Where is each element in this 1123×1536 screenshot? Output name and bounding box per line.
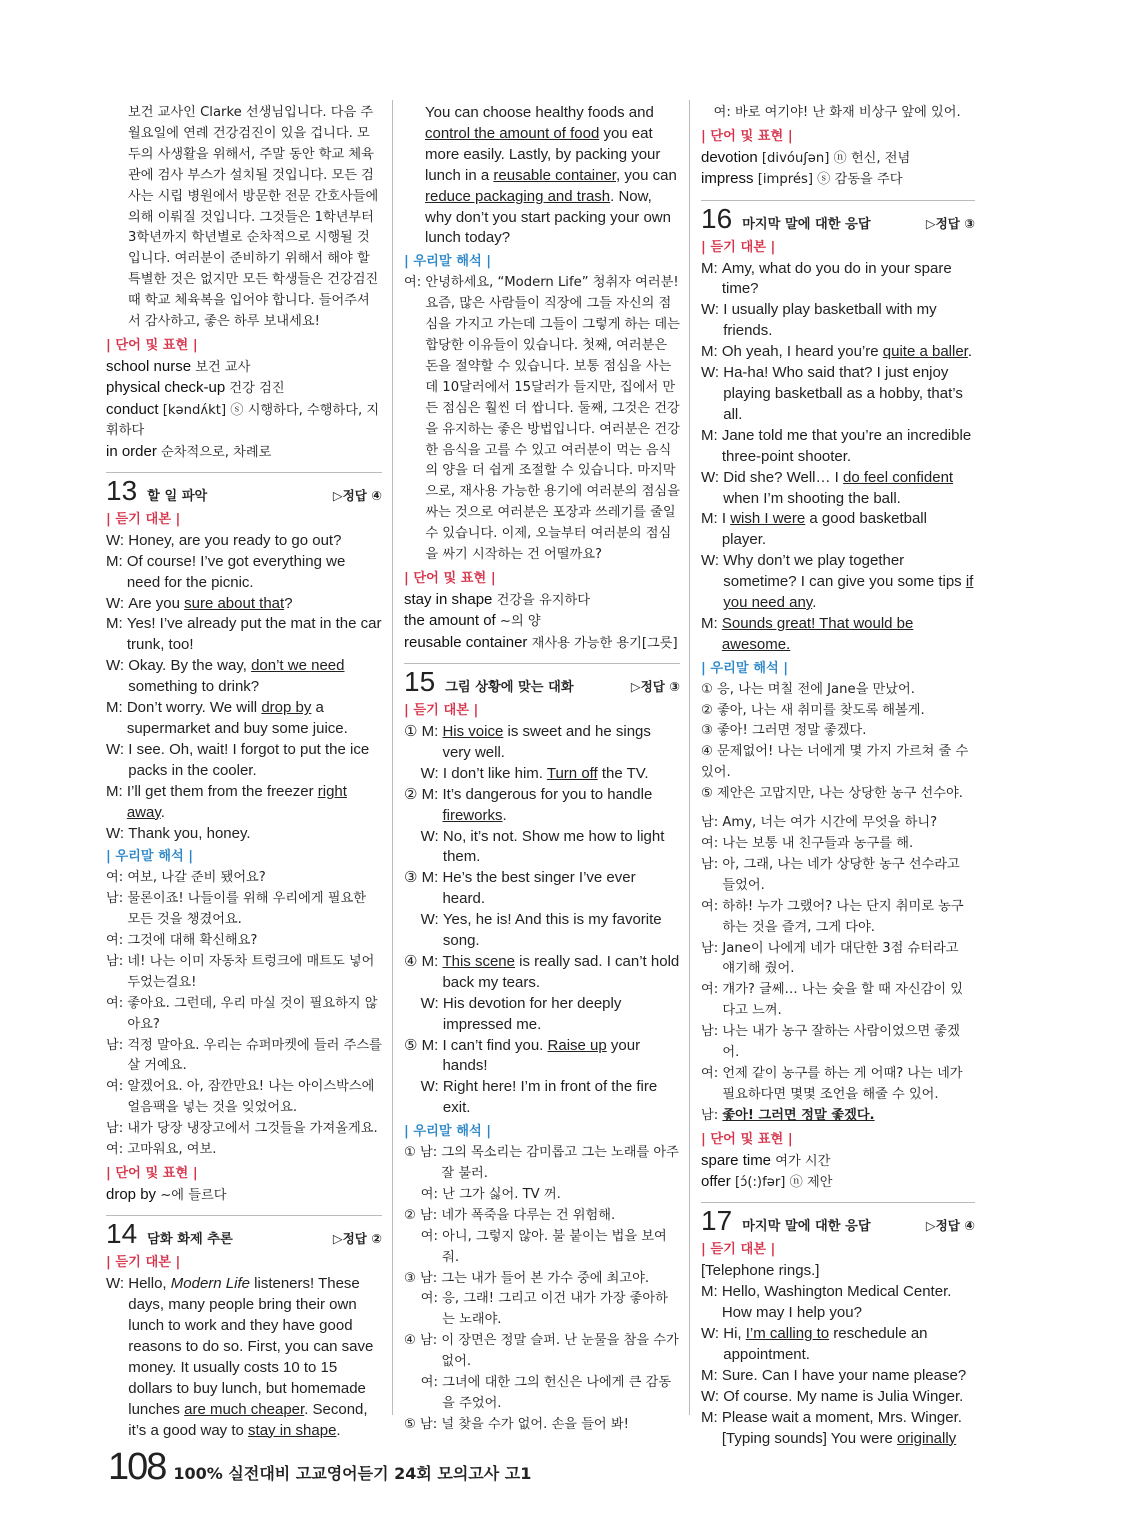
answer-label: ▷정답 ②: [332, 1231, 382, 1247]
translation-line: 여: 그녀에 대한 그의 헌신은 나에게 큰 감동을 주었어.: [404, 1375, 672, 1411]
dialogue-line: W: Why don’t we play together sometime? I can give you some tips if you need any.: [701, 552, 974, 612]
script-label: | 듣기 대본 |: [404, 703, 479, 719]
question-number: 16: [701, 202, 733, 234]
dialogue-line: ④ M: This scene is really sad. I can’t hold back my tears.: [404, 952, 680, 991]
translation-line: 여: 나는 보통 내 친구들과 농구를 해.: [701, 836, 914, 851]
answer-option: ④ 문제없어! 나는 너에게 몇 가지 가르쳐 줄 수 있어.: [701, 744, 969, 781]
vocab-label: | 단어 및 표현 |: [106, 1166, 198, 1181]
dialogue-line: W: Yes, he is! And this is my favorite song.: [404, 911, 662, 950]
question-header-14: [106, 1215, 382, 1250]
answer-label: ▷정답 ③: [630, 679, 680, 695]
script-label: | 듣기 대본 |: [106, 1255, 181, 1271]
dialogue-line: W: I see. Oh, wait! I forgot to put the ice packs in the cooler.: [106, 740, 370, 779]
book-title: 100% 실전대비 고교영어듣기 24회 모의고사 고1: [173, 1464, 532, 1483]
translation-line: 여: 여보, 나갈 준비 됐어요?: [106, 870, 266, 886]
dialogue-line: M: Sounds great! That would be awesome.: [701, 614, 914, 653]
dialogue-line: M: Please wait a moment, Mrs. Winger. [Typing sounds] You were originally: [701, 1408, 962, 1447]
dialogue-line: ① M: His voice is sweet and he sings very well.: [404, 722, 651, 761]
answer-label: ▷정답 ③: [925, 215, 975, 231]
translation-line: ③ 남: 그는 내가 들어 본 가수 중에 최고야.: [404, 1270, 650, 1286]
dialogue-line: W: Right here! I’m in front of the fire exit.: [404, 1078, 658, 1117]
page-number: 108: [108, 1446, 166, 1488]
vocab-label: | 단어 및 표현 |: [701, 1131, 793, 1147]
answer-label: ▷정답 ④: [332, 487, 382, 503]
question-title: 담화 화제 추론: [147, 1232, 233, 1248]
vocab-list: [701, 148, 975, 191]
translation-line: 여: 고마워요, 여보.: [106, 1142, 217, 1158]
translation-line: 여: 좋아요. 그런데, 우리 마실 것이 필요하지 않아요?: [106, 995, 378, 1032]
vocab-item: physical check-up 건강 검진: [106, 379, 285, 397]
dialogue-line: ⑤ M: I can’t find you. Raise up your hands!: [404, 1036, 641, 1075]
vocab-label: | 단어 및 표현 |: [106, 337, 198, 353]
column-2: [404, 103, 680, 1436]
column-divider: [392, 100, 393, 1415]
translation-line: 남: 나는 내가 농구 잘하는 사람이었으면 좋겠어.: [701, 1024, 960, 1061]
dialogue-line: W: No, it’s not. Show me how to light them.: [404, 827, 665, 866]
vocab-item: drop by ~에 들르다: [106, 1185, 227, 1203]
translation-line: 여: 아니, 그렇지 않아. 불 붙이는 법을 보여줘.: [404, 1228, 667, 1265]
answer-options-16: [701, 680, 975, 805]
question-header-15: [404, 663, 680, 698]
translation-line: 여: 언제 같이 농구를 하는 게 어때? 나는 네가 필요하다면 몇몇 조언을 해줄 수 있어.: [701, 1065, 963, 1102]
vocab-item: conduct [kəndʌ́kt] ⓢ 시행하다, 수행하다, 지휘하다: [106, 400, 380, 439]
translation-line: 여: 난 그가 싫어. TV 꺼.: [404, 1186, 561, 1202]
translation-line: ⑤ 남: 널 찾을 수가 없어. 손을 들어 봐!: [404, 1416, 629, 1432]
dialogue-line: M: Yes! I’ve already put the mat in the car trunk, too!: [106, 615, 382, 654]
dialogue-line: M: Amy, what do you do in your spare time?: [701, 259, 952, 298]
translation-line: 남: Amy, 너는 여가 시간에 무엇을 하니?: [701, 815, 938, 831]
translation-line: 여: 알겠어요. 아, 잠깐만요! 나는 아이스박스에 얼음팩을 넣는 것을 잊었어요.: [106, 1079, 375, 1116]
dialogue-16: [701, 259, 975, 656]
vocab-list: [701, 1151, 975, 1194]
dialogue-line: W: Hi, I’m calling to reschedule an appointment.: [701, 1325, 928, 1363]
vocab-item: in order 순차적으로, 차례로: [106, 442, 272, 460]
answer-option: ⑤ 제안은 고맙지만, 나는 상당한 농구 선수야.: [701, 786, 963, 802]
vocab-item: the amount of ~의 양: [404, 612, 541, 630]
dialogue-line: M: I wish I were a good basketball player.: [701, 510, 927, 549]
question-title: 할 일 파악: [147, 488, 208, 504]
dialogue-line: ③ M: He’s the best singer I’ve ever heard.: [404, 869, 636, 908]
translation-line: 남: 좋아! 그러면 정말 좋겠다.: [701, 1107, 875, 1123]
dialogue-15: [404, 722, 680, 1119]
vocab-item: devotion [divóuʃən] ⓝ 헌신, 전념: [701, 148, 911, 166]
question-number: 14: [106, 1218, 138, 1250]
translation-line: 여: 하하! 누가 그랬어? 나는 단지 취미로 농구 하는 것을 즐겨, 그게 다야.: [701, 898, 964, 935]
dialogue-line: ② M: It’s dangerous for you to handle fireworks.: [404, 785, 653, 824]
translation-13: [106, 868, 382, 1161]
column-1: [106, 103, 382, 1441]
question-number: 17: [701, 1205, 733, 1237]
dialogue-line: M: Hello, Washington Medical Center. How may I help you?: [701, 1283, 952, 1322]
translation-line: 남: 네! 나는 이미 자동차 트렁크에 매트도 넣어두었는걸요!: [106, 953, 375, 990]
translation-label: | 우리말 해석 |: [701, 660, 789, 676]
translation-line: 남: 물론이죠! 나들이를 위해 우리에게 필요한 모든 것을 챙겼어요.: [106, 891, 366, 928]
question-title: 그림 상황에 맞는 대화: [445, 680, 574, 696]
monologue-14: W: Hello, Modern Life listeners! These days, many people bring their own lunch to work and they have good reasons to do so. First, you can save money. It usually costs 10 to 15 dollars to buy lunch, but homemade lunches are much cheaper. Second, it’s a good way to stay in shape.: [106, 1275, 374, 1439]
dialogue-line: W: Of course. My name is Julia Winger.: [701, 1387, 964, 1405]
question-title: 마지막 말에 대한 응답: [742, 216, 871, 232]
question-title: 마지막 말에 대한 응답: [742, 1219, 871, 1235]
translation-line: 여: 응, 그래! 그리고 이건 내가 가장 좋아하는 노래야.: [404, 1291, 668, 1328]
dialogue-13: [106, 531, 382, 845]
vocab-list: [106, 357, 382, 463]
dialogue-line: W: I usually play basketball with my friends.: [701, 301, 937, 340]
dialogue-line: W: Thank you, honey.: [106, 824, 251, 842]
answer-option: ③ 좋아! 그러면 정말 좋겠다.: [701, 723, 867, 739]
translation-label: | 우리말 해석 |: [404, 254, 492, 270]
translation-15: [404, 1143, 680, 1436]
question-header-17: [701, 1202, 975, 1237]
translation-line: 남: 아, 그래, 나는 네가 상당한 농구 선수라고 들었어.: [701, 856, 960, 893]
dialogue-line: M: Don’t worry. We will drop by a supermarket and buy some juice.: [106, 699, 348, 737]
answer-option: ① 응, 나는 며칠 전에 Jane을 만났어.: [701, 681, 915, 697]
stage-direction: [Telephone rings.]: [701, 1262, 820, 1280]
translation-line: 남: Jane이 나에게 네가 대단한 3점 슈터라고 얘기해 줬어.: [701, 940, 959, 977]
translation-15-last: 여: 바로 여기야! 난 화재 비상구 앞에 있어.: [701, 105, 961, 120]
answer-option: ② 좋아, 나는 새 취미를 찾도록 해볼게.: [701, 702, 925, 718]
vocab-list: [404, 590, 680, 654]
script-label: | 듣기 대본 |: [701, 239, 776, 255]
translation-line: 여: 그것에 대해 확신해요?: [106, 933, 258, 949]
vocab-item: offer [ɔ́(:)fər] ⓝ 제안: [701, 1173, 833, 1190]
vocab-item: school nurse 보건 교사: [106, 357, 251, 375]
translation-16: [701, 813, 975, 1127]
vocab-label: | 단어 및 표현 |: [404, 570, 496, 586]
dialogue-line: W: I don’t like him. Turn off the TV.: [404, 764, 649, 782]
dialogue-17: [701, 1282, 975, 1449]
translation-label: | 우리말 해석 |: [106, 849, 194, 865]
dialogue-line: M: Oh yeah, I heard you’re quite a baller.: [701, 343, 973, 361]
translation-line: 여: 걔가? 글쎄… 나는 슛을 할 때 자신감이 있다고 느껴.: [701, 982, 963, 1019]
column-3: [701, 103, 975, 1449]
vocab-label: | 단어 및 표현 |: [701, 128, 793, 144]
script-label: | 듣기 대본 |: [106, 511, 181, 527]
translation-line: ② 남: 네가 폭죽을 다루는 건 위험해.: [404, 1207, 616, 1223]
dialogue-line: W: Are you sure about that?: [106, 594, 293, 612]
dialogue-line: M: I’ll get them from the freezer right away.: [106, 782, 347, 821]
translation-14: 여: 안녕하세요, “Modern Life” 청취자 여러분! 요즘, 많은 사람들이 직장에 그들 자신의 점심을 가지고 가는데 그들이 그렇게 하는 데는 합당한 이유들이 있습니다. 첫째, 여러분은 돈을 절약할 수 있습니다. 보통 점심을 사는 데 10달러에서 15달러가 들지만, 집에서 만든 점심은 훨씬 더 쌉니다. 둘째, 그것은 건강을 유지하는 좋은 방법입니다. 여러분은 건강한 음식을 고를 수 있고 여러분이 먹는 음식의 양을 더 쉽게 조절할 수 있습니다. 마지막으로, 재사용 가능한 용기에 여러분의 점심을 싸는 것으로 여러분은 포장과 쓰레기를 줄일 수 있습니다. 이제, 오늘부터 여러분의 점심을 싸기 시작하는 건 어떨까요?: [404, 275, 680, 563]
script-label: | 듣기 대본 |: [701, 1242, 776, 1258]
translation-line: ① 남: 그의 목소리는 감미롭고 그는 노래를 아주 잘 불러.: [404, 1145, 679, 1181]
column-divider: [689, 100, 690, 1415]
translation-label: | 우리말 해석 |: [404, 1124, 492, 1140]
dialogue-line: M: Of course! I’ve got everything we need for the picnic.: [106, 552, 346, 591]
translation-line: 남: 걱정 말아요. 우리는 슈퍼마켓에 들러 주스를 살 거예요.: [106, 1037, 382, 1074]
dialogue-line: W: Did she? Well… I do feel confident when I’m shooting the ball.: [701, 468, 954, 507]
vocab-item: reusable container 재사용 가능한 용기[그릇]: [404, 633, 678, 651]
answer-label: ▷정답 ④: [925, 1218, 975, 1234]
dialogue-line: M: Jane told me that you’re an incredible three-point shooter.: [701, 426, 972, 465]
translation-line: 남: 내가 당장 냉장고에서 그것들을 가져올게요.: [106, 1121, 378, 1137]
dialogue-line: W: His devotion for her deeply impressed me.: [404, 994, 622, 1033]
dialogue-line: W: Honey, are you ready to go out?: [106, 531, 342, 549]
dialogue-line: W: Ha-ha! Who said that? I just enjoy playing basketball as a hobby, that’s all.: [701, 364, 963, 423]
translation-line: ④ 남: 이 장면은 정말 슬퍼. 난 눈물을 참을 수가 없어.: [404, 1333, 679, 1370]
vocab-item: spare time 여가 시간: [701, 1151, 831, 1169]
dialogue-line: M: Sure. Can I have your name please?: [701, 1366, 967, 1384]
question-header-13: [106, 472, 382, 507]
page-footer: [108, 1446, 531, 1489]
question-number: 15: [404, 666, 436, 698]
question-header-16: [701, 200, 975, 235]
dialogue-line: W: Okay. By the way, don’t we need something to drink?: [106, 657, 345, 696]
vocab-item: impress [imprés] ⓢ 감동을 주다: [701, 170, 903, 188]
question-number: 13: [106, 474, 138, 506]
monologue-14-continued: You can choose healthy foods and control the amount of food you eat more easily. Lastly, by packing your lunch in a reusable container, you can reduce packaging and trash. Now, why don’t you start packing your own lunch today?: [425, 104, 677, 247]
vocab-item: stay in shape 건강을 유지하다: [404, 590, 590, 608]
q12-intro-translation: 보건 교사인 Clarke 선생님입니다. 다음 주 월요일에 연례 건강검진이 있을 겁니다. 모두의 사생활을 위해서, 주말 동안 학교 체육관에 검사 부스가 설치될 것입니다. 모든 검사는 시립 병원에서 방문한 전문 간호사들에 의해 이뤄질 것입니다. 그것들은 1학년부터 3학년까지 학년별로 순차적으로 시행될 것입니다. 여러분이 준비하기 위해서 해야 할 특별한 것은 없지만 모든 학생들은 건강검진 때 학교 체육복을 입어야 합니다. 들어주셔서 감사하고, 좋은 하루 보내세요!: [128, 105, 379, 330]
